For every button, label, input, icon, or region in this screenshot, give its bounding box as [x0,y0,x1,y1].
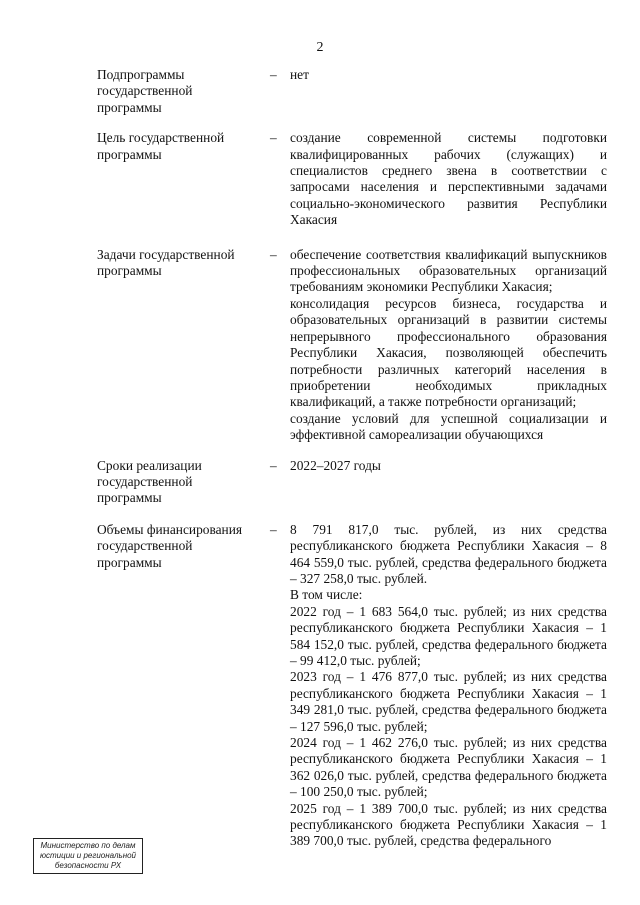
row-value [290,67,607,116]
row-value [290,130,607,228]
row-dash: – [270,457,277,473]
row-paragraph: 2025 год – 1 389 700,0 тыс. рублей; из них средства республиканского бюджета Республики Хакасия – 1 389 700,0 тыс. рублей, средства федерального [290,800,607,849]
row-funding [97,522,607,850]
row-paragraph: В том числе: [290,587,363,603]
row-label [97,67,270,116]
row-paragraph: 8 791 817,0 тыс. рублей, из них средства республиканского бюджета Республики Хакасия – 8 464 559,0 тыс. рублей, средства федерального бюджета – 327 258,0 тыс. рублей. [290,521,607,586]
row-label [97,522,270,850]
stamp-line: Министерство по делам [40,841,136,850]
row-label [97,458,270,507]
row-label-line: государственной [97,473,193,489]
row-value [290,247,607,444]
row-goal [97,130,607,228]
row-label-line: государственной [97,83,193,99]
row-paragraph: 2022 год – 1 683 564,0 тыс. рублей; из них средства республиканского бюджета Республики Хакасия – 1 584 152,0 тыс. рублей, средства федерального бюджета – 99 412,0 тыс. рублей; [290,603,607,668]
row-paragraph: обеспечение соответствия квалификаций выпускников профессиональных образовательных организаций требованиям экономики Республики Хакасия; [290,246,607,295]
row-subprograms [97,67,607,116]
row-paragraph: создание условий для успешной социализации и эффективной самореализации обучающихся [290,410,607,443]
row-label-line: программы [97,146,162,162]
row-label-line: программы [97,490,162,506]
row-label-line: государственной [97,538,193,554]
program-passport-table [97,67,607,850]
ministry-stamp [33,838,143,874]
row-value [290,522,607,850]
row-label-line: Подпрограммы [97,67,185,82]
row-dash: – [270,246,277,262]
row-dash: – [270,67,277,82]
row-value [290,458,607,507]
row-paragraph: 2022–2027 годы [290,457,381,473]
row-dash: – [270,130,277,146]
row-paragraph: нет [290,67,309,82]
row-label-line: Цель государственной [97,130,225,146]
row-paragraph: 2024 год – 1 462 276,0 тыс. рублей; из них средства республиканского бюджета Республики Хакасия – 1 362 026,0 тыс. рублей, средства федерального бюджета – 100 250,0 тыс. рублей; [290,735,607,800]
row-label [97,130,270,228]
row-label-line: Сроки реализации [97,457,202,473]
row-label-line: Задачи государственной [97,246,235,262]
row-label-line: программы [97,554,162,570]
stamp-line: юстиции и региональной [39,851,137,860]
row-label [97,247,270,444]
row-dash: – [270,521,277,537]
row-paragraph: создание современной системы подготовки квалифицированных рабочих (служащих) и специалистов среднего звена в соответствии с запросами населения и перспективными задачами социально-экономического развития Республики Хакасия [290,130,607,228]
row-tasks [97,247,607,444]
row-label-line: программы [97,99,162,115]
row-timeline [97,458,607,507]
row-label-line: программы [97,263,162,279]
stamp-line: безопасности РХ [54,861,122,870]
row-paragraph: 2023 год – 1 476 877,0 тыс. рублей; из них средства республиканского бюджета Республики Хакасия – 1 349 281,0 тыс. рублей, средства федерального бюджета – 127 596,0 тыс. рублей; [290,669,607,734]
row-label-line: Объемы финансирования [97,521,243,537]
page-number: 2 [316,40,324,55]
row-paragraph: консолидация ресурсов бизнеса, государства и образовательных организаций в развитии системы непрерывного профессионального образования Республики Хакасия, позволяющей обеспечить потребности различных категорий населения в приобретении необходимых прикладных квалификаций, а также потребности организаций; [290,295,607,410]
